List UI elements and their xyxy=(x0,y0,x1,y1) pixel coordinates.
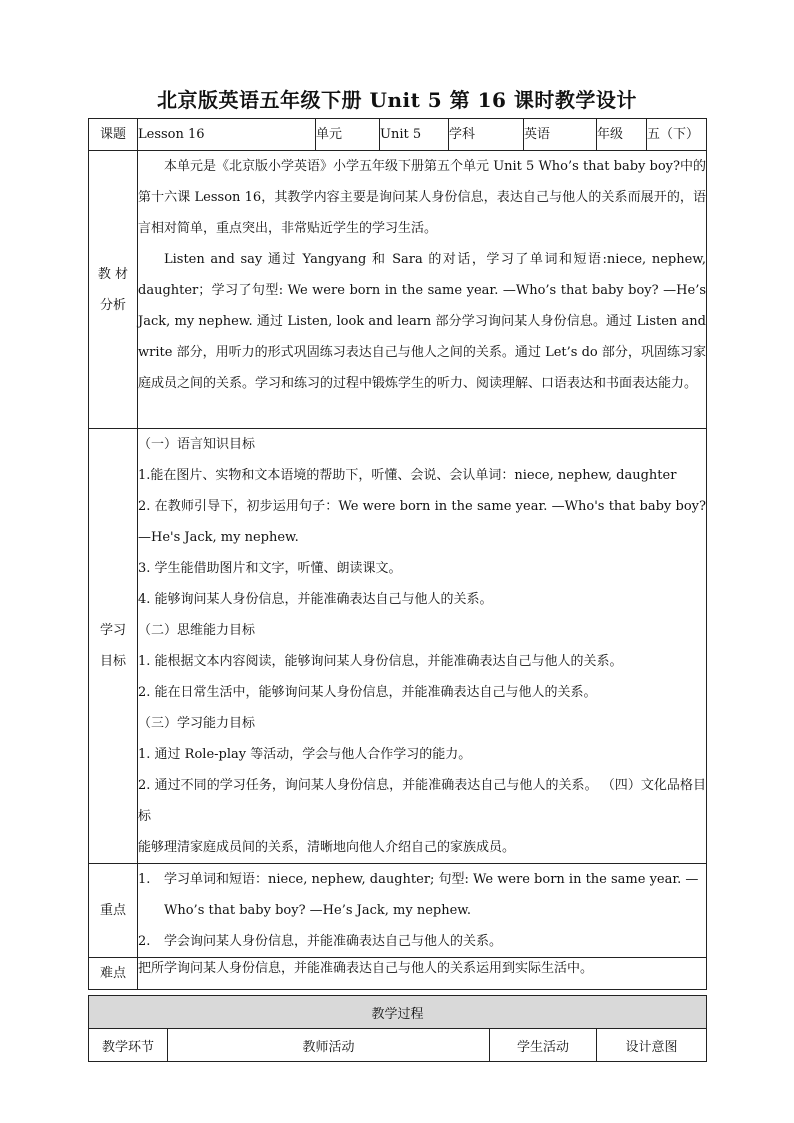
grade-label: 年级 xyxy=(597,119,647,151)
objective-line: （三）学习能力目标 xyxy=(138,716,256,731)
objectives-row xyxy=(89,429,707,864)
header-row xyxy=(89,119,707,151)
unit-label: 单元 xyxy=(316,119,380,151)
objective-line: 1. 能根据文本内容阅读，能够询问某人身份信息，并能准确表达自己与他人的关系。 xyxy=(138,654,623,669)
difficulties-row xyxy=(89,958,707,990)
objective-line: （一）语言知识目标 xyxy=(138,437,256,452)
analysis-row xyxy=(89,151,707,429)
teaching-process-table xyxy=(88,995,707,1062)
topic-value: Lesson 16 xyxy=(138,119,316,151)
process-header-row xyxy=(89,1029,707,1062)
process-title: 教学过程 xyxy=(89,996,707,1029)
document-title: 北京版英语五年级下册 Unit 5 第 16 课时教学设计 xyxy=(157,88,637,112)
analysis-content xyxy=(138,151,707,429)
difficulties-content: 把所学询问某人身份信息，并能准确表达自己与他人的关系运用到实际生活中。 xyxy=(138,958,707,990)
column-header: 教师活动 xyxy=(168,1029,490,1062)
column-header: 设计意图 xyxy=(597,1029,707,1062)
column-header: 教学环节 xyxy=(89,1029,168,1062)
objective-line: 3. 学生能借助图片和文字，听懂、朗读课文。 xyxy=(138,561,402,576)
objective-line: 2. 在教师引导下，初步运用句子：We were born in the same year. —Who's that baby boy? —He's Jack, my nephew. xyxy=(138,499,706,545)
lesson-plan-table xyxy=(88,118,707,990)
objective-line: 1. 通过 Role-play 等活动，学会与他人合作学习的能力。 xyxy=(138,747,472,762)
analysis-paragraph: Listen and say 通过 Yangyang 和 Sara 的对话，学习了单词和短语:niece, nephew, daughter；学习了句型: We were born in the same year. —Who’s that baby boy? —He’s Jack, my nephew. 通过 Listen, look and learn 部分学习询问某人身份信息。通过 Listen and write 部分，用听力的形式巩固练习表达自己与他人之间的关系。通过 Let’s do 部分，巩固练习家庭成员之间的关系。学习和练习的过程中锻炼学生的听力、阅读理解、口语表达和书面表达能力。 xyxy=(138,252,706,391)
objective-line: 1.能在图片、实物和文本语境的帮助下，听懂、会说、会认单词：niece, nephew, daughter xyxy=(138,468,677,483)
key-points-label: 重点 xyxy=(89,864,138,958)
key-point-item: 2. 学会询问某人身份信息，并能准确表达自己与他人的关系。 xyxy=(138,934,503,949)
objective-line: 4. 能够询问某人身份信息，并能准确表达自己与他人的关系。 xyxy=(138,592,493,607)
subject-value: 英语 xyxy=(524,119,597,151)
analysis-label: 教 材 分析 xyxy=(89,151,138,429)
objective-line: （二）思维能力目标 xyxy=(138,623,256,638)
objective-line: 2. 能在日常生活中，能够询问某人身份信息，并能准确表达自己与他人的关系。 xyxy=(138,685,597,700)
objective-line: 能够理清家庭成员间的关系，清晰地向他人介绍自己的家族成员。 xyxy=(138,840,516,855)
objective-line: 2. 通过不同的学习任务，询问某人身份信息，并能准确表达自己与他人的关系。 （四）文化品格目标 xyxy=(138,778,706,824)
analysis-paragraph: 本单元是《北京版小学英语》小学五年级下册第五个单元 Unit 5 Who’s that baby boy?中的第十六课 Lesson 16，其教学内容主要是询问某人身份信息，表达自己与他人的关系而展开的，语言相对简单，重点突出，非常贴近学生的学习生活。 xyxy=(138,159,706,236)
difficulties-label: 难点 xyxy=(89,958,138,990)
subject-label: 学科 xyxy=(449,119,524,151)
key-points-row xyxy=(89,864,707,958)
objectives-content xyxy=(138,429,707,864)
column-header: 学生活动 xyxy=(490,1029,597,1062)
unit-value: Unit 5 xyxy=(380,119,449,151)
key-point-item: 1. 学习单词和短语：niece, nephew, daughter; 句型: We were born in the same year. —Who’s that baby boy? —He’s Jack, my nephew. xyxy=(138,872,699,918)
grade-value: 五（下） xyxy=(647,119,707,151)
topic-label: 课题 xyxy=(89,119,138,151)
objectives-label: 学习 目标 xyxy=(89,429,138,864)
key-points-content xyxy=(138,864,707,958)
